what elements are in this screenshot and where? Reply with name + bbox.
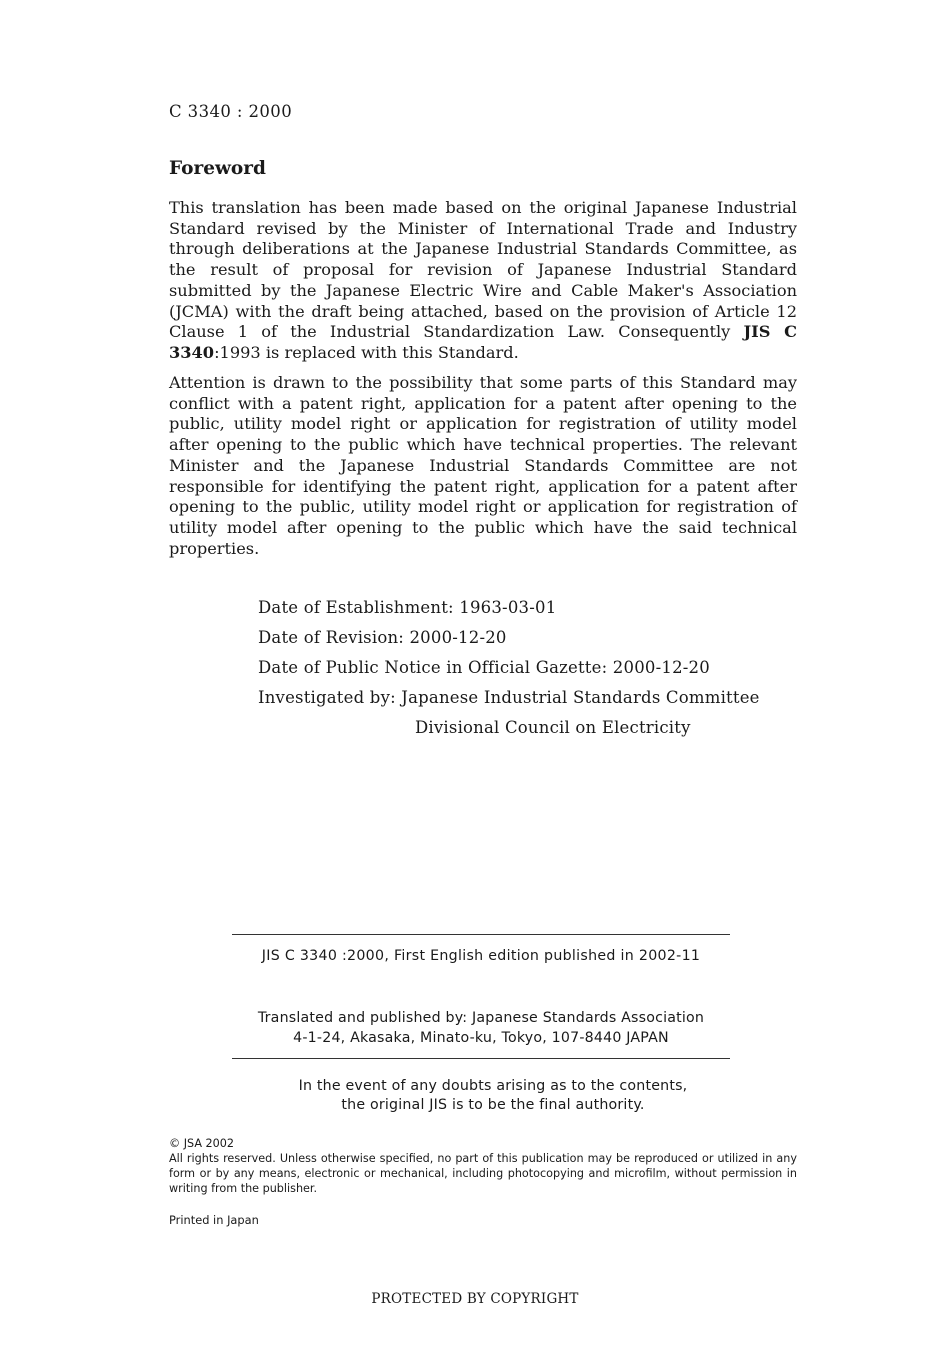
revision-date: Date of Revision: 2000-12-20 — [258, 628, 507, 647]
rights-statement: All rights reserved. Unless otherwise specified, no part of this publication may be reproduced or utilized in any form or by any means, electronic or mechanical, including photocopying and microfilm, without permission in writing from the publisher. — [169, 1152, 797, 1195]
authority-line-2: the original JIS is to be the final authority. — [341, 1097, 645, 1113]
publisher-block — [232, 1008, 730, 1048]
printed-in: Printed in Japan — [169, 1213, 259, 1227]
authority-line-1: In the event of any doubts arising as to the contents, — [298, 1078, 688, 1094]
publisher-address: 4-1-24, Akasaka, Minato-ku, Tokyo, 107-8440 JAPAN — [293, 1030, 669, 1046]
authority-notice — [232, 1077, 754, 1115]
paragraph-text-end: :1993 is replaced with this Standard. — [214, 342, 519, 362]
foreword-paragraph-2: Attention is drawn to the possibility that some parts of this Standard may conflict with a patent right, application for a patent after opening to the public, utility model right or application for registration of utility model after opening to the public which have technical properties. The relevant Minister and the Japanese Industrial Standards Committee are not responsible for identifying the patent right, application for a patent after opening to the public, utility model right or application for registration of utility model after opening to the public which have the said technical properties. — [169, 373, 797, 558]
divider-bottom — [232, 1058, 730, 1059]
public-notice-date: Date of Public Notice in Official Gazette: 2000-12-20 — [258, 658, 710, 677]
page-identifier: C 3340 : 2000 — [169, 102, 293, 121]
copyright-block — [169, 1136, 797, 1196]
paragraph-text: This translation has been made based on the original Japanese Industrial Standard revised by the Minister of International Trade and Industry through deliberations at the Japanese Industrial Standards Committee, as the result of proposal for revision of Japanese Industrial Standard submitted by the Japanese Electric Wire and Cable Maker's Association (JCMA) with the draft being attached, based on the provision of Article 12 Clause 1 of the Industrial Standardization Law. Consequently — [169, 198, 797, 342]
divisional-council: Divisional Council on Electricity — [415, 718, 691, 737]
publisher-name: Translated and published by: Japanese Standards Association — [257, 1010, 705, 1026]
divider-top — [232, 934, 730, 935]
investigated-by: Investigated by: Japanese Industrial Standards Committee — [258, 688, 760, 707]
protected-footer: PROTECTED BY COPYRIGHT — [371, 1291, 579, 1307]
foreword-heading: Foreword — [169, 158, 266, 179]
dates-block — [258, 597, 760, 747]
edition-statement: JIS C 3340 :2000, First English edition published in 2002-11 — [261, 948, 701, 964]
standard-reference: JIS C 3340 — [169, 322, 797, 362]
foreword-paragraph-1 — [169, 198, 797, 364]
establishment-date: Date of Establishment: 1963-03-01 — [258, 598, 557, 617]
copyright-symbol-line: © JSA 2002 — [169, 1137, 235, 1150]
